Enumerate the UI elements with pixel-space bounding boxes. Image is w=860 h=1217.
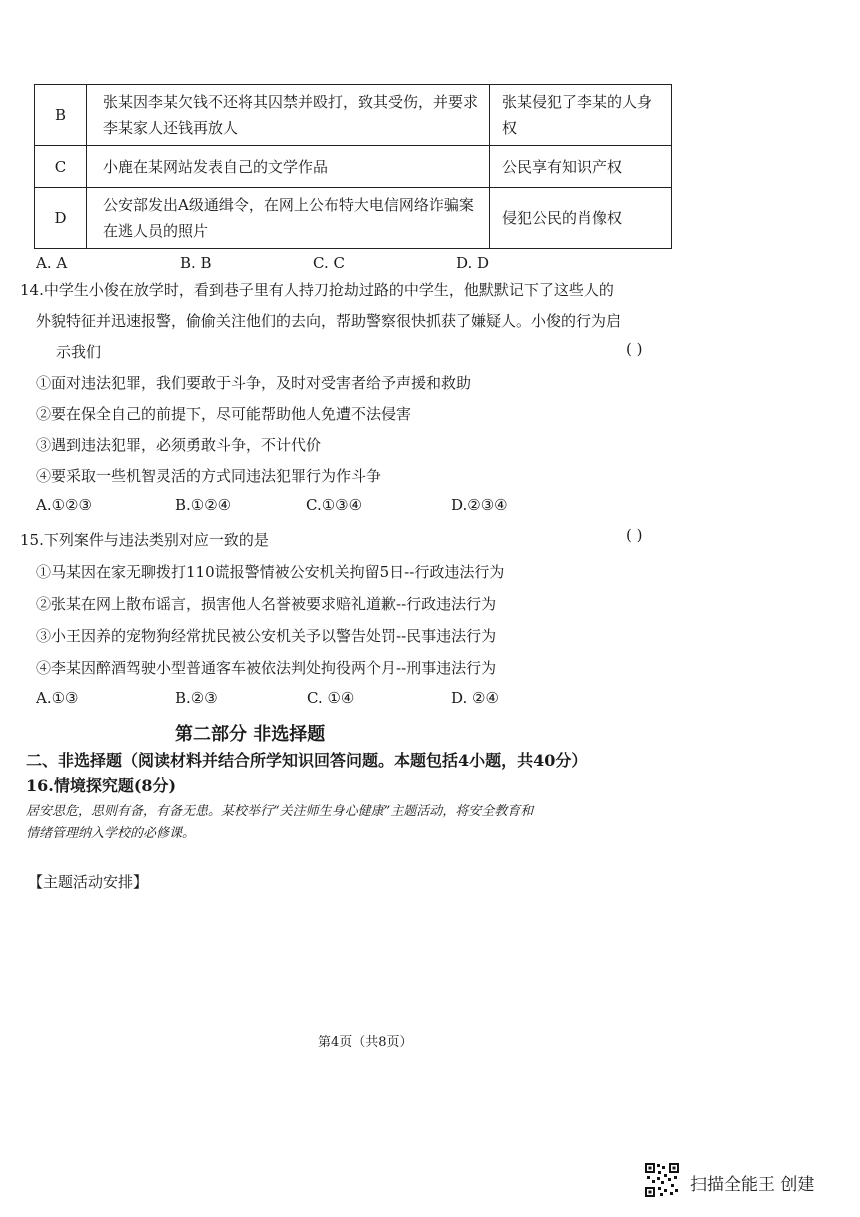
part2-title: 第二部分 非选择题 — [175, 724, 326, 745]
q13-option-c[interactable]: C. C — [313, 254, 345, 272]
row-conclusion: 公民享有知识产权 — [490, 146, 672, 188]
q16-title: 16.情境探究题(8分) — [26, 776, 177, 795]
q15-item-4: ④李某因醉酒驾驶小型普通客车被依法判处拘役两个月--刑事违法行为 — [36, 659, 497, 677]
page-number: 第4页（共8页） — [318, 1035, 413, 1050]
q14-item-3: ③遇到违法犯罪，必须勇敢斗争，不计代价 — [36, 436, 322, 454]
row-case: 小鹿在某网站发表自己的文学作品 — [87, 146, 490, 188]
q13-table — [34, 84, 672, 249]
row-letter: D — [35, 188, 87, 249]
q16-scenario-line2: 情绪管理纳入学校的必修课。 — [26, 826, 196, 841]
q14-answer-paren[interactable]: ( ) — [626, 340, 643, 358]
q13-option-d[interactable]: D. D — [456, 254, 490, 272]
row-letter: B — [35, 85, 87, 146]
q15-item-3: ③小王因养的宠物狗经常扰民被公安机关予以警告处罚--民事违法行为 — [36, 627, 497, 645]
q14-item-4: ④要采取一些机智灵活的方式同违法犯罪行为作斗争 — [36, 467, 382, 485]
row-case: 公安部发出A级通缉令，在网上公布特大电信网络诈骗案在逃人员的照片 — [87, 188, 490, 249]
q16-scenario-line1: 居安思危，思则有备，有备无患。某校举行“关注师生身心健康”主题活动，将安全教育和 — [26, 804, 534, 819]
q15-stem: 15.下列案件与违法类别对应一致的是 — [20, 531, 269, 549]
q14-option-d[interactable]: D.②③④ — [451, 496, 508, 514]
q15-option-c[interactable]: C. ①④ — [307, 689, 355, 707]
q15-item-1: ①马某因在家无聊拨打110谎报警情被公安机关拘留5日--行政违法行为 — [36, 563, 505, 581]
q15-item-2: ②张某在网上散布谣言，损害他人名誉被要求赔礼道歉--行政违法行为 — [36, 595, 497, 613]
table-row — [35, 188, 672, 249]
table-row — [35, 85, 672, 146]
q14-option-a[interactable]: A.①②③ — [36, 496, 92, 514]
q14-item-2: ②要在保全自己的前提下，尽可能帮助他人免遭不法侵害 — [36, 405, 412, 423]
row-conclusion: 侵犯公民的肖像权 — [490, 188, 672, 249]
q15-answer-paren[interactable]: ( ) — [626, 526, 643, 544]
table-row — [35, 146, 672, 188]
qr-code-icon — [644, 1162, 680, 1198]
row-letter: C — [35, 146, 87, 188]
q15-option-b[interactable]: B.②③ — [175, 689, 218, 707]
row-case: 张某因李某欠钱不还将其囚禁并殴打，致其受伤，并要求李某家人还钱再放人 — [87, 85, 490, 146]
q14-option-b[interactable]: B.①②④ — [175, 496, 232, 514]
section-heading: 二、非选择题（阅读材料并结合所学知识回答问题。本题包括4小题，共40分） — [26, 751, 588, 770]
activity-arrangement-label: 【主题活动安排】 — [28, 873, 149, 891]
q14-stem-line2: 外貌特征并迅速报警，偷偷关注他们的去向，帮助警察很快抓获了嫌疑人。小俊的行为启 — [36, 312, 622, 330]
row-conclusion: 张某侵犯了李某的人身权 — [490, 85, 672, 146]
q15-option-a[interactable]: A.①③ — [36, 689, 79, 707]
q13-option-a[interactable]: A. A — [36, 254, 68, 272]
q15-option-d[interactable]: D. ②④ — [451, 689, 499, 707]
watermark-text: 扫描全能王 创建 — [690, 1175, 815, 1195]
q14-option-c[interactable]: C.①③④ — [306, 496, 363, 514]
q14-stem-line1: 14.中学生小俊在放学时，看到巷子里有人持刀抢劫过路的中学生，他默默记下了这些人的 — [20, 281, 614, 299]
q13-option-b[interactable]: B. B — [180, 254, 212, 272]
q14-stem-line3: 示我们 — [56, 343, 102, 361]
q14-item-1: ①面对违法犯罪，我们要敢于斗争，及时对受害者给予声援和救助 — [36, 374, 472, 392]
